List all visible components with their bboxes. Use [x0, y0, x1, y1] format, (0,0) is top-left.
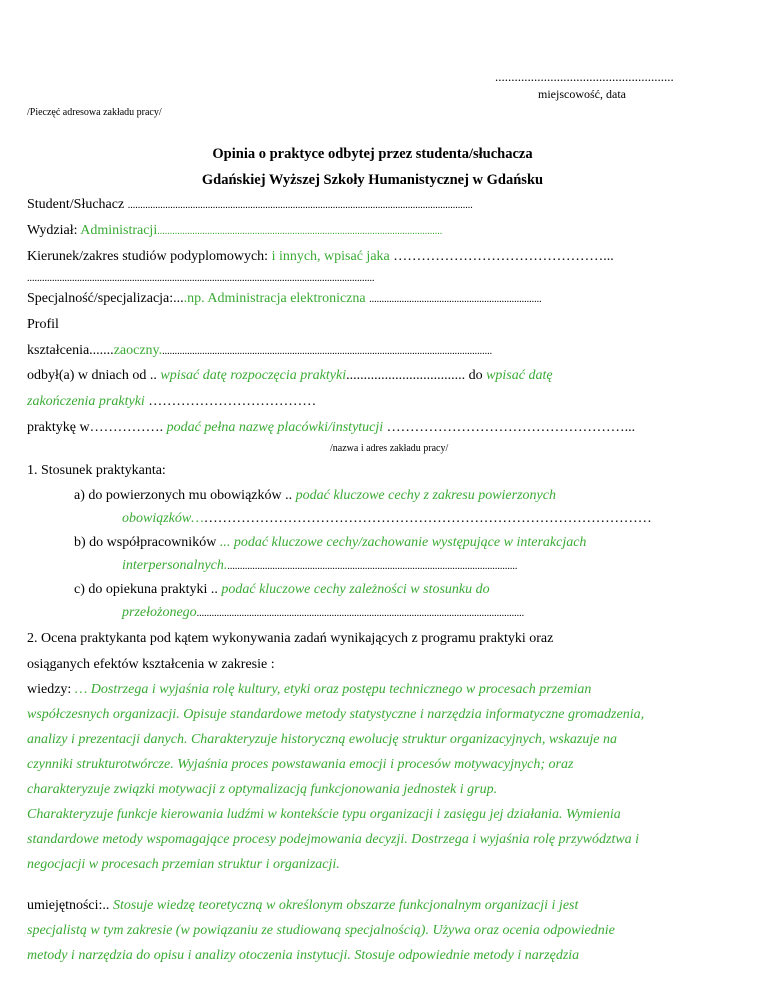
- section1-a-label: a) do powierzonych mu obowiązków ..: [74, 488, 293, 503]
- praktyke-field: [27, 419, 635, 437]
- section1-b-value2: interpersonalnych.: [122, 558, 228, 573]
- umiejetnosci-text-1: specjalistą w tym zakresie (w powiązaniu ze studiowaną specjalnością). Używa oraz ocenia odpowiednie: [27, 923, 615, 938]
- odbyl-label: odbył(a) w dniach od ..: [27, 368, 157, 383]
- date-label: miejscowość, data: [538, 87, 626, 101]
- odbyl-dots2: ………………………………: [148, 394, 317, 409]
- wiedzy-text-2: analizy i prezentacji danych. Charakteryzuje historyczną ewolucję struktur organizacyjnych, wskazuje na: [27, 732, 617, 747]
- section1-c-label: c) do opiekuna praktyki ..: [74, 582, 218, 597]
- section1-b-value: ... podać kluczowe cechy/zachowanie występujące w interakcjach: [219, 535, 587, 550]
- wiedzy-text-3: czynniki strukturotwórcze. Wyjaśnia proces powstawania emocji i procesów motywacyjnych; oraz: [27, 757, 574, 772]
- student-label: Student/Słuchacz: [27, 197, 125, 212]
- kierunek-value: i innych, wpisać jaka: [271, 249, 390, 264]
- section2-heading-1: 2. Ocena praktykanta pod kątem wykonywania zadań wynikających z programu praktyki oraz: [27, 631, 554, 646]
- section1-c-value2: przełożonego: [122, 605, 197, 620]
- kierunek-dots-line: ...........................................................................................................................................: [27, 273, 375, 284]
- wiedzy-text-4: charakteryzuje związki motywacji z optymalizacją funkcjonowania jednostek i grup.: [27, 782, 498, 797]
- section1-a-cont: [122, 510, 652, 528]
- section1-a-dots: ……………………………………………………………………………………: [203, 511, 652, 526]
- wydzial-field: [27, 222, 442, 241]
- odbyl-end: wpisać datę: [486, 368, 553, 383]
- kierunek-dots: ………………………………………...: [393, 249, 614, 264]
- ksztalcenie-label: kształcenia.......: [27, 343, 114, 358]
- wydzial-label: Wydział:: [27, 223, 78, 238]
- wiedzy-text-5: Charakteryzuje funkcje kierowania ludźmi w kontekście typu organizacji i zasięgu jej działania. Wymienia: [27, 807, 621, 822]
- odbyl-end-cont: zakończenia praktyki: [27, 394, 145, 409]
- odbyl-field-cont: [27, 393, 316, 411]
- date-dots: .......................................................: [495, 69, 674, 84]
- profil-label: Profil: [27, 317, 59, 332]
- document-subtitle: Gdańskiej Wyższej Szkoły Humanistycznej w Gdańsku: [201, 172, 544, 188]
- wiedzy-line-0: [27, 681, 591, 699]
- ksztalcenie-value: zaoczny.: [113, 343, 163, 358]
- umiejetnosci-text-0: Stosuje wiedzę teoretyczną w określonym obszarze funkcjonalnym organizacji i jest: [112, 898, 579, 913]
- section1-b: [74, 534, 586, 552]
- wiedzy-text-6: standardowe metody wspomagające procesy podejmowania decyzji. Dostrzega i wyjaśnia rolę przywództwa i: [27, 832, 640, 847]
- odbyl-dots: .................................. do: [346, 368, 483, 383]
- student-field: [27, 196, 473, 215]
- section1-a-value2: obowiązków…: [122, 511, 204, 526]
- section1-c-cont: [122, 604, 524, 623]
- odbyl-field: [27, 367, 553, 385]
- section1-b-label: b) do współpracowników: [74, 535, 217, 550]
- document-title: Opinia o praktyce odbytej przez studenta/słuchacza: [212, 146, 533, 162]
- section1-a: [74, 487, 556, 505]
- section1-c: [74, 581, 490, 599]
- spec-field: [27, 290, 542, 309]
- umiejetnosci-line-0: [27, 897, 578, 915]
- zaklad-label: /nazwa i adres zakładu pracy/: [330, 443, 449, 454]
- wiedzy-text-7: negocjacji w procesach przemian struktur i organizacji.: [27, 857, 340, 872]
- stamp-label: /Pieczęć adresowa zakładu pracy/: [27, 107, 162, 118]
- kierunek-label: Kierunek/zakres studiów podyplomowych:: [27, 249, 269, 264]
- section1-c-dots: ...................................................................................................................................: [196, 608, 525, 619]
- odbyl-start: wpisać datę rozpoczęcia praktyki: [160, 368, 347, 383]
- umiejetnosci-text-2: metody i narzędzia do opisu i analizy otoczenia instytucji. Stosuje odpowiednie metody i narzędzia: [27, 948, 580, 963]
- praktyke-label: praktykę w…………….: [27, 420, 164, 435]
- section1-c-value: podać kluczowe cechy zależności w stosunku do: [221, 582, 490, 597]
- wydzial-value: Administracji: [80, 223, 158, 238]
- ksztalcenie-field: [27, 342, 492, 361]
- praktyke-dots: ……………………………………………...: [386, 420, 636, 435]
- student-dots: ..........................................................................................................................................: [127, 200, 473, 211]
- praktyke-value: podać pełna nazwę placówki/instytucji: [166, 420, 384, 435]
- wiedzy-text-0: … Dostrzega i wyjaśnia rolę kultury, etyki oraz postępu technicznego w procesach przemian: [74, 682, 592, 697]
- wiedzy-text-1: współczesnych organizacji. Opisuje standardowe metody statystyczne i narzędzia informatyczne gromadzenia,: [27, 707, 645, 722]
- umiejetnosci-label: umiejętności:..: [27, 898, 110, 913]
- kierunek-field: [27, 248, 614, 266]
- section1-b-cont: [122, 557, 517, 576]
- spec-label: Specjalność/specjalizacja:...: [27, 291, 184, 306]
- ksztalcenie-dots: ....................................................................................................................................: [162, 346, 493, 357]
- spec-dots: .....................................................................: [369, 294, 542, 305]
- section2-heading-2: osiąganych efektów kształcenia w zakresie :: [27, 657, 275, 672]
- wiedzy-label: wiedzy:: [27, 682, 72, 697]
- wydzial-dots: ..................................................................................................................: [157, 226, 443, 237]
- section1-b-dots: ....................................................................................................................: [227, 561, 518, 572]
- section1-heading: 1. Stosunek praktykanta:: [27, 463, 166, 478]
- spec-value: .np. Administracja elektroniczna: [183, 291, 366, 306]
- section1-a-value: podać kluczowe cechy z zakresu powierzonych: [295, 488, 556, 503]
